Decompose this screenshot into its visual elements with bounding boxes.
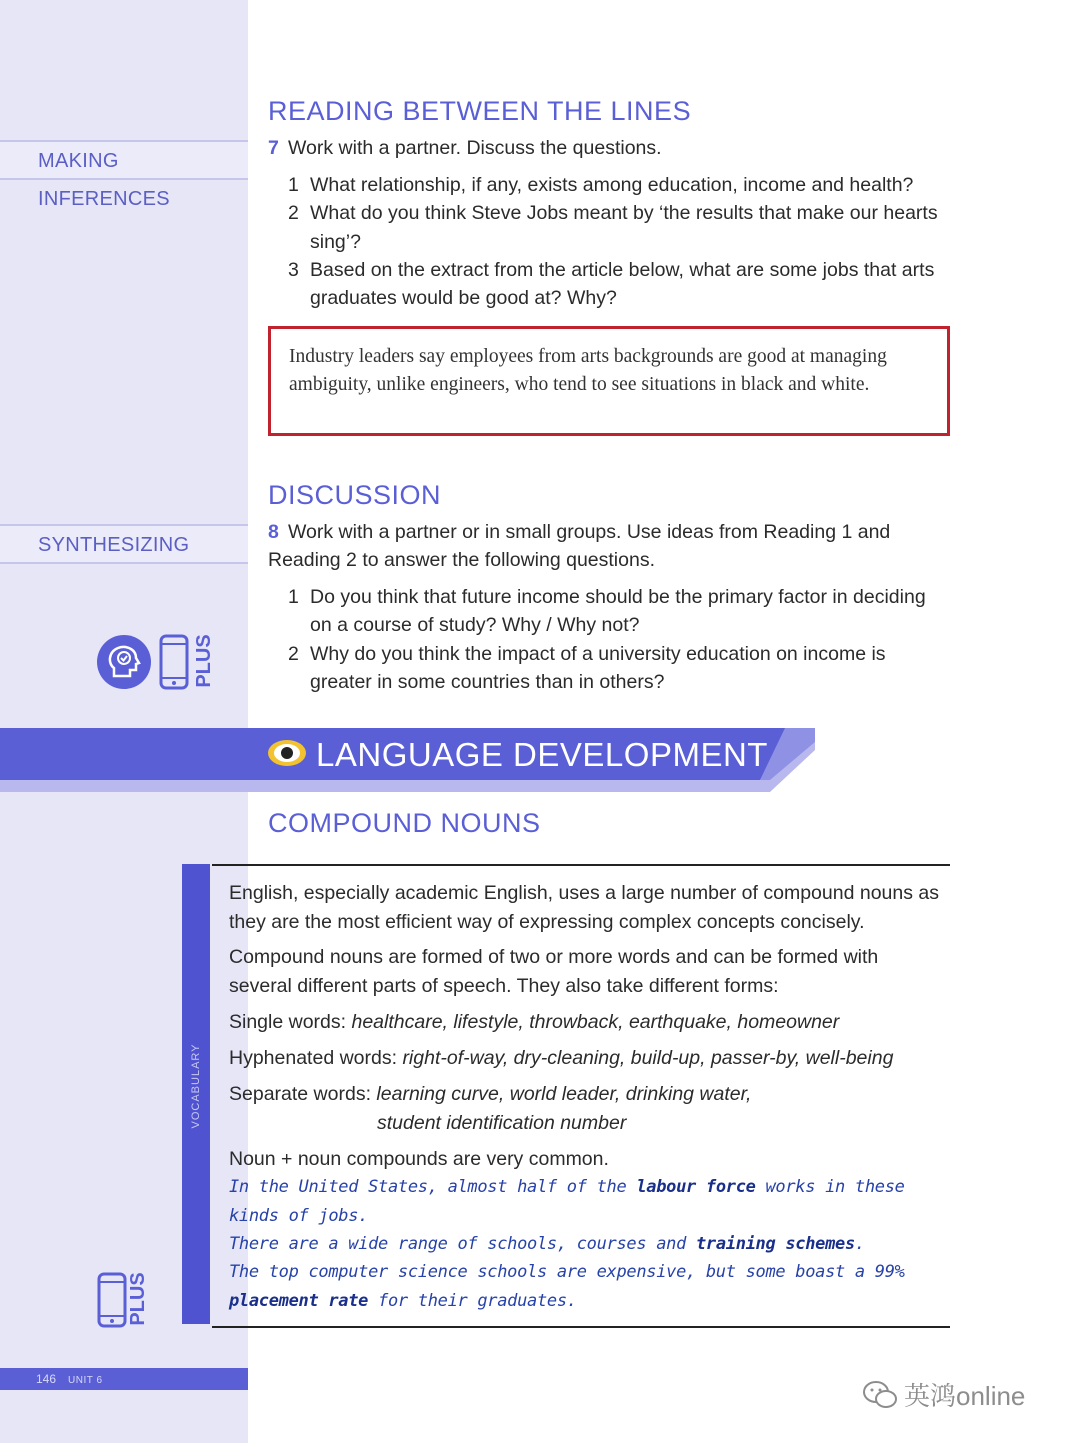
- hyphenated-words-line: [229, 1044, 945, 1073]
- handwritten-example-2: [229, 1230, 945, 1259]
- example-compound: training schemes: [695, 1234, 855, 1254]
- separate-words-examples-2: student identification number: [377, 1112, 627, 1134]
- question-text: Based on the extract from the article below, what are some jobs that arts graduates would be good at? Why?: [310, 258, 935, 310]
- example-compound: placement rate: [229, 1290, 369, 1311]
- watermark-text: 英鸿online: [904, 1381, 1026, 1411]
- example-text: In the United States, almost half of the: [229, 1177, 637, 1197]
- question-text: Do you think that future income should be the primary factor in deciding on a course of study? Why / Why not?: [310, 586, 926, 637]
- task-text: Work with a partner or in small groups. Use ideas from Reading 1 and Reading 2 to answer the following questions.: [268, 521, 891, 571]
- vocab-paragraph-1: English, especially academic English, uses a large number of compound nouns as they are the most efficient way of expressing complex concepts concisely.: [229, 882, 939, 933]
- separate-words-label: Separate words:: [229, 1083, 377, 1105]
- example-text: There are a wide range of schools, courses and: [229, 1234, 696, 1254]
- unit-label: UNIT 6: [68, 1375, 103, 1386]
- handwritten-example-1: [229, 1173, 909, 1230]
- task-8-instruction: [268, 518, 918, 574]
- example-compound: labour force: [636, 1177, 756, 1197]
- discussion-questions: [288, 583, 938, 696]
- compound-nouns-heading: COMPOUND NOUNS: [268, 808, 541, 838]
- question-item: [288, 171, 948, 199]
- reading-questions: [288, 171, 948, 312]
- question-item: [288, 199, 948, 256]
- separate-words-line-2: [229, 1109, 945, 1138]
- question-number: 1: [288, 174, 299, 196]
- single-words-examples: healthcare, lifestyle, throwback, earthquake, homeowner: [351, 1011, 840, 1033]
- single-words-line: [229, 1008, 945, 1037]
- hyphenated-words-label: Hyphenated words:: [229, 1047, 403, 1069]
- task-text: Work with a partner. Discuss the questions.: [288, 137, 662, 159]
- example-text: for their graduates.: [368, 1290, 577, 1311]
- making-inferences-label: MAKING INFERENCES: [0, 140, 248, 180]
- question-text: What do you think Steve Jobs meant by ‘the results that make our hearts sing’?: [310, 202, 938, 253]
- question-item: [288, 256, 948, 313]
- example-text: The top computer science schools are expensive, but some boast a 99%: [229, 1262, 905, 1282]
- plus-text: PLUS: [193, 634, 215, 688]
- page-number: 146: [36, 1372, 57, 1386]
- task-7-instruction: [268, 134, 948, 162]
- plus-text-bottom: PLUS: [127, 1272, 149, 1326]
- separate-words-line: [229, 1080, 945, 1109]
- question-number: 2: [288, 202, 299, 225]
- hyphenated-words-examples: right-of-way, dry-cleaning, build-up, passer-by, well-being: [402, 1047, 894, 1069]
- vocabulary-label: VOCABULARY: [190, 1043, 202, 1129]
- example-text: works in these kinds of jobs.: [229, 1177, 905, 1226]
- wechat-icon: [862, 1380, 898, 1410]
- synthesizing-label: SYNTHESIZING: [0, 524, 248, 564]
- question-number: 2: [288, 642, 299, 665]
- vocab-paragraph-3: Noun + noun compounds are very common.: [229, 1148, 609, 1170]
- eye-icon: [266, 737, 308, 769]
- task-number: 7: [268, 137, 279, 159]
- question-text: What relationship, if any, exists among education, income and health?: [310, 174, 914, 196]
- watermark: [862, 1376, 1025, 1413]
- question-number: 3: [288, 258, 299, 281]
- handwritten-example-3: [229, 1258, 919, 1315]
- mobile-plus-icon-bottom: [96, 1272, 128, 1328]
- question-number: 1: [288, 586, 299, 608]
- discussion-heading: DISCUSSION: [268, 480, 442, 510]
- task-number: 8: [268, 521, 279, 543]
- reading-between-lines-heading: READING BETWEEN THE LINES: [268, 96, 692, 126]
- language-development-title: LANGUAGE DEVELOPMENT: [316, 736, 768, 773]
- single-words-label: Single words:: [229, 1011, 352, 1033]
- article-extract-box: Industry leaders say employees from arts backgrounds are good at managing ambiguity, unlike engineers, who tend to see situations in black and white.: [268, 326, 950, 436]
- page-footer: [0, 1368, 248, 1390]
- question-item: [288, 640, 938, 697]
- question-text: Why do you think the impact of a university education on income is greater in some countries than in others?: [310, 642, 886, 693]
- question-item: [288, 583, 938, 640]
- separate-words-examples: learning curve, world leader, drinking water,: [376, 1083, 752, 1105]
- vocab-paragraph-2: Compound nouns are formed of two or more words and can be formed with several different parts of speech. They also take different forms:: [229, 946, 879, 997]
- example-text: .: [854, 1234, 865, 1254]
